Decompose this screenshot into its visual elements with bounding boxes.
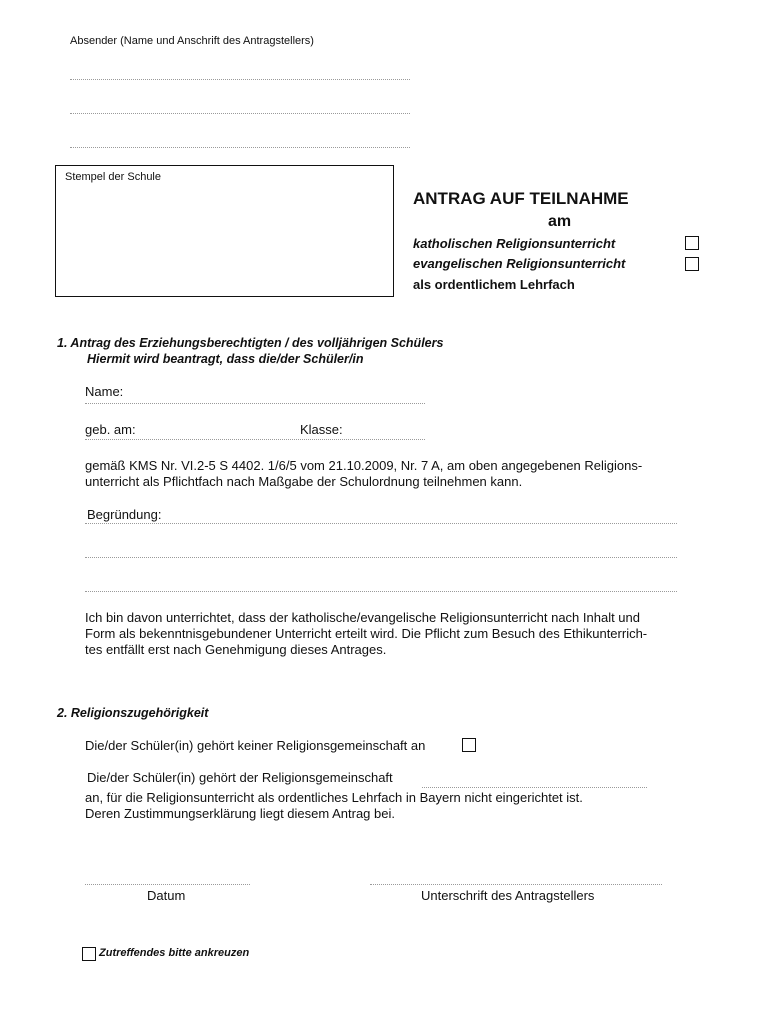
- section1-title: 1. Antrag des Erziehungsberechtigten / des volljährigen Schülers: [57, 336, 444, 350]
- stamp-label: Stempel der Schule: [65, 171, 161, 183]
- info-text-line-1: Ich bin davon unterrichtet, dass der katholische/evangelische Religionsunterricht nach Inhalt und: [85, 610, 641, 625]
- heading-suffix: als ordentlichem Lehrfach: [413, 277, 575, 292]
- form-title: ANTRAG AUF TEILNAHME: [413, 189, 629, 208]
- name-label: Name:: [85, 384, 124, 399]
- protestant-checkbox[interactable]: [685, 257, 699, 271]
- signature-label: Unterschrift des Antragstellers: [421, 888, 595, 903]
- signature-field[interactable]: [370, 884, 662, 885]
- no-religion-label: Die/der Schüler(in) gehört keiner Religionsgemeinschaft an: [85, 738, 426, 753]
- reason-line-3[interactable]: [85, 591, 677, 592]
- member-text-line-2: an, für die Religionsunterricht als ordentliches Lehrfach in Bayern nicht eingerichtet ist.: [85, 790, 583, 805]
- sender-line-3[interactable]: [70, 147, 410, 148]
- legend-checkbox: [82, 947, 96, 961]
- date-field[interactable]: [85, 884, 250, 885]
- legal-text-line-1: gemäß KMS Nr. VI.2-5 S 4402. 1/6/5 vom 21.10.2009, Nr. 7 A, am oben angegebenen Religions-: [85, 458, 643, 473]
- form-title-am: am: [548, 213, 572, 230]
- reason-label: Begründung:: [87, 507, 162, 522]
- member-text-line-3: Deren Zustimmungserklärung liegt diesem Antrag bei.: [85, 806, 395, 821]
- option-catholic-label: katholischen Religionsunterricht: [413, 236, 616, 251]
- sender-label: Absender (Name und Anschrift des Antragstellers): [70, 35, 314, 47]
- sender-line-2[interactable]: [70, 113, 410, 114]
- info-text-line-3: tes entfällt erst nach Genehmigung dieses Antrages.: [85, 642, 387, 657]
- reason-line-1[interactable]: [85, 523, 677, 524]
- class-label: Klasse:: [300, 422, 343, 437]
- option-protestant-label: evangelischen Religionsunterricht: [413, 256, 626, 271]
- catholic-checkbox[interactable]: [685, 236, 699, 250]
- member-religion-label: Die/der Schüler(in) gehört der Religionsgemeinschaft: [87, 770, 393, 785]
- section2-title: 2. Religionszugehörigkeit: [57, 706, 209, 720]
- dob-field[interactable]: [85, 439, 425, 440]
- section1-subtitle: Hiermit wird beantragt, dass die/der Schüler/in: [87, 352, 364, 366]
- date-label: Datum: [147, 888, 186, 903]
- reason-line-2[interactable]: [85, 557, 677, 558]
- school-stamp-box: [55, 165, 394, 297]
- footer-note: Zutreffendes bitte ankreuzen: [99, 947, 250, 959]
- legal-text-line-2: unterricht als Pflichtfach nach Maßgabe der Schulordnung teilnehmen kann.: [85, 474, 523, 489]
- dob-label: geb. am:: [85, 422, 136, 437]
- sender-line-1[interactable]: [70, 79, 410, 80]
- religion-community-field[interactable]: [422, 787, 647, 788]
- name-field[interactable]: [85, 403, 425, 404]
- info-text-line-2: Form als bekenntnisgebundener Unterricht erteilt wird. Die Pflicht zum Besuch des Ethikunterrich-: [85, 626, 648, 641]
- no-religion-checkbox[interactable]: [462, 738, 476, 752]
